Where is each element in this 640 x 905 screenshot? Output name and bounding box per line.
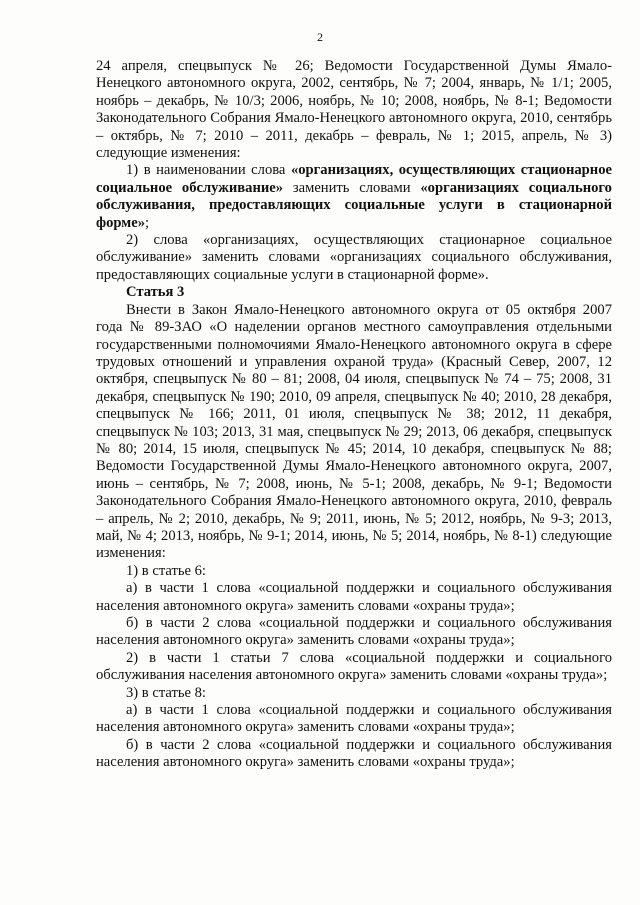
item1-bold-new-words: «организациях социального обслуживания, предоставляющих социальные услуги в стационарной форме» [96, 179, 612, 231]
amendment-item-2: 2) слова «организациях, осуществляющих стационарное социальное обслуживание» заменить словами «организациях социального обслуживания, предоставляющих социальные услуги в стационарной форме». [96, 232, 612, 283]
article-item: а) в части 1 слова «социальной поддержки и социального обслуживания населения автономного округа» заменить словами «охраны труда»; [96, 702, 612, 736]
article-intro: Внести в Закон Ямало-Ненецкого автономного округа от 05 октября 2007 года № 89-ЗАО «О наделении органов местного самоуправления отдельными государственными полномочиями Ямало-Ненецкого автономного округа в сфере трудовых отношений и управления охраной труда» (Красный Север, 2007, 12 октября, спецвыпуск № 80 – 81; 2008, 04 июля, спецвыпуск № 74 – 75; 2008, 31 декабря, спецвыпуск № 190; 2010, 09 апреля, спецвыпуск № 40; 2010, 28 декабря, спецвыпуск № 166; 2011, 01 июля, спецвыпуск № 38; 2012, 11 декабря, спецвыпуск № 103; 2013, 31 мая, спецвыпуск № 29; 2013, 06 декабря, спецвыпуск № 80; 2014, 15 июля, спецвыпуск № 45; 2014, 10 декабря, спецвыпуск № 88; Ведомости Государственной Думы Ямало-Ненецкого автономного округа, 2007, июнь – сентябрь, № 7; 2008, июнь, № 5-1; 2008, декабрь, № 9-1; Ведомости Законодательного Собрания Ямало-Ненецкого автономного округа, 2010, февраль – апрель, № 2; 2010, декабрь, № 9; 2011, июнь, № 5; 2012, ноябрь, № 9-3; 2013, май, № 4; 2013, ноябрь, № 9-1; 2014, июнь, № 5; 2014, ноябрь, № 8-1) следующие изменения: [96, 301, 612, 562]
document-body [96, 58, 612, 772]
amendment-item-1 [96, 162, 612, 232]
article-item: б) в части 2 слова «социальной поддержки и социального обслуживания населения автономного округа» заменить словами «охраны труда»; [96, 615, 612, 649]
article-item: 3) в статье 8: [126, 684, 206, 701]
article-item: 1) в статье 6: [126, 562, 206, 579]
item1-suffix: ; [145, 214, 150, 231]
continuation-paragraph: 24 апреля, спецвыпуск № 26; Ведомости Государственной Думы Ямало-Ненецкого автономного округа, 2002, сентябрь, № 7; 2004, январь, № 1/1; 2005, ноябрь – декабрь, № 10/3; 2006, ноябрь, № 10; 2008, ноябрь, № 8-1; Ведомости Законодательного Собрания Ямало-Ненецкого автономного округа, 2010, сентябрь – октябрь, № 7; 2010 – 2011, декабрь – февраль, № 1; 2015, апрель, № 3) следующие изменения: [96, 58, 612, 162]
article-item: а) в части 1 слова «социальной поддержки и социального обслуживания населения автономного округа» заменить словами «охраны труда»; [96, 580, 612, 614]
page-number: 2 [317, 30, 323, 44]
article-item: б) в части 2 слова «социальной поддержки и социального обслуживания населения автономного округа» заменить словами «охраны труда»; [96, 736, 612, 771]
article-item: 2) в части 1 статьи 7 слова «социальной поддержки и социального обслуживания населения автономного округа» заменить словами «охраны труда»; [96, 649, 612, 684]
item1-mid: заменить словами [283, 179, 421, 196]
item1-prefix: 1) в наименовании слова [126, 162, 291, 179]
article-heading: Статья 3 [126, 284, 185, 301]
item1-bold-old-words: «организациях, осуществляющих стационарное социальное обслуживание» [96, 162, 612, 196]
